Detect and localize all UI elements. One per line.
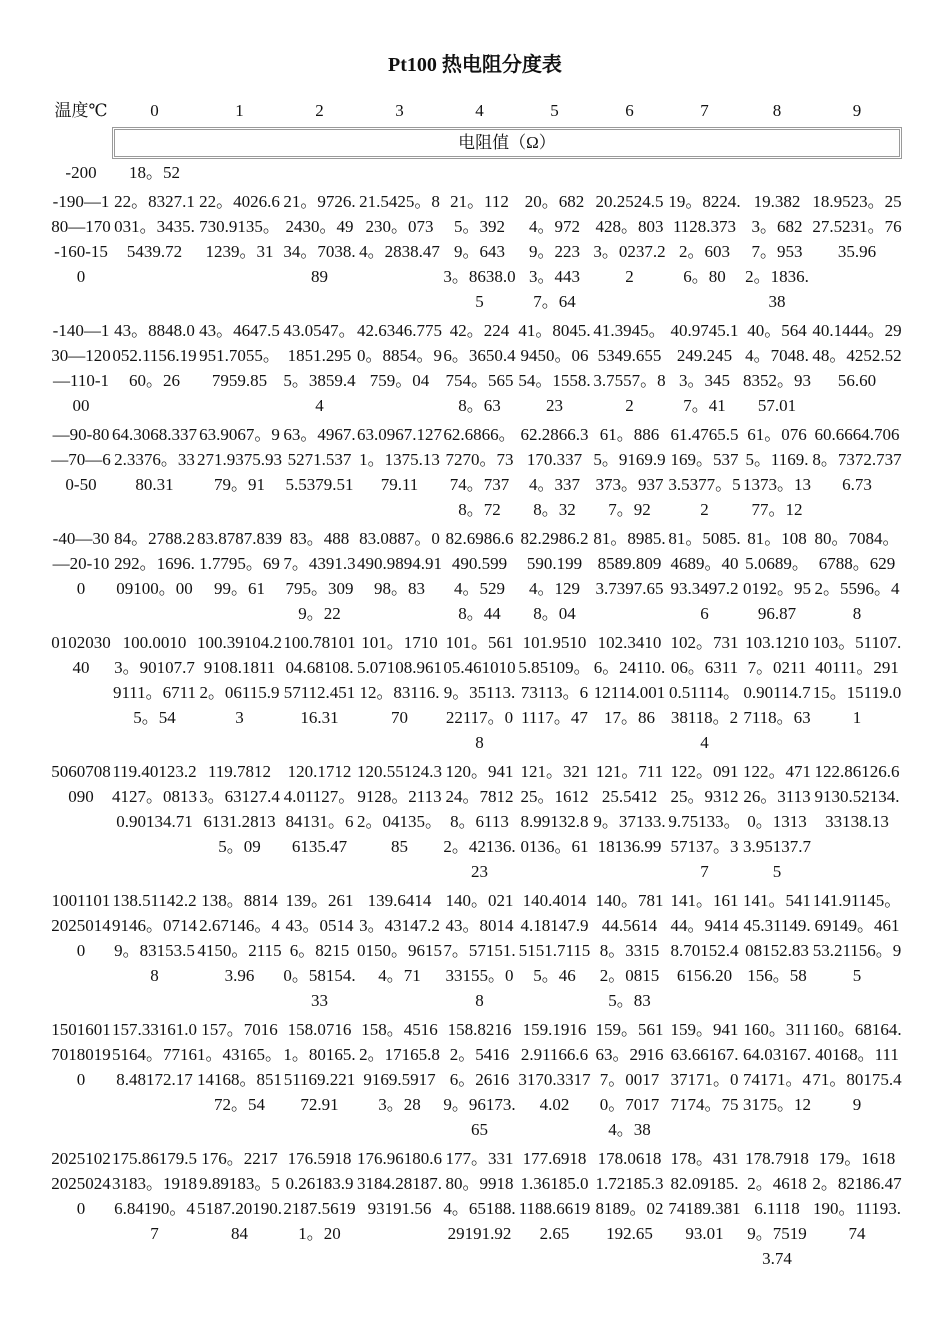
resistance-cell: 61。8865。9169.9373。9377。92 [593,425,666,519]
resistance-cell: 61。0765。1169.1373。1377。12 [743,425,811,519]
resistance-cell: 159。56163。29167。00170。70174。38 [595,1020,664,1139]
resistance-cell [197,160,282,189]
resistance-cell: 103。51107.40111。29115。15119.01 [812,633,902,727]
resistance-cell: 122。47126。31130。13133.95137.75 [743,762,811,881]
resistance-cell: 83.0887。0490.9894.9198。83 [357,529,442,598]
resistance-cell: 100.7810104.68108.57112.45116.31 [283,633,356,727]
temperature-cell: -200 [65,163,97,182]
resistance-cell: 157.33161.05164。77168.48172.17 [112,1020,197,1089]
resistance-cell: 120.17124.01127。84131。66135.47 [283,762,356,856]
resistance-cell: 177.69181.36185.01188.66192.65 [518,1149,591,1243]
column-header: 3 [395,101,404,120]
resistance-cell: 82.2986.2590.1994。1298。04 [520,529,589,623]
resistance-cell: 101。17105.07108.96112。83116.70 [357,633,442,727]
resistance-cell: 42.6346.7750。8854。9759。04 [357,321,442,390]
temperature-cell: 202510220250240 [51,1149,111,1218]
resistance-cell: 40。5644。7048.8352。9357.01 [743,321,811,415]
resistance-cell: 100.00103。90107.79111。67115。54 [112,633,197,727]
resistance-cell: 42。2246。3650.4754。5658。63 [443,321,516,415]
resistance-cell: 141。54145.31149.08152.83156。58 [743,891,811,985]
resistance-cell: 159。94163.66167.37171。07174。75 [670,1020,739,1114]
resistance-cell: 121。71125.54129。37133.18136.99 [593,762,666,856]
resistance-cell [517,160,592,189]
resistance-cell: 40.9745.1249.2453。3457。41 [670,321,739,415]
resistance-cell: 159.19162.91166.63170.33174.02 [518,1020,591,1114]
resistance-cell: 21。9726.2430。4934。7038.89 [283,192,356,286]
resistance-cell: 138.51142.29146。07149。83153.58 [112,891,197,985]
temperature-cell: 100110120250140 [51,891,111,960]
resistance-cell: 120。94124。78128。61132。42136.23 [443,762,516,881]
table-row [50,422,902,526]
resistance-cell: 179。16182。82186.47190。11193.74 [812,1149,902,1243]
resistance-cell: 22。8327.1031。3435.5439.72 [114,192,195,261]
resistance-cell: 100.39104.29108.18112。06115.93 [197,633,282,727]
resistance-cell: 64.3068.3372.3376。3380.31 [112,425,197,494]
resistance-cell: 176。22179.89183。55187.20190.84 [197,1149,282,1243]
resistance-cell: 140.40144.18147.95151.71155。46 [518,891,591,985]
temperature-cell: —90-80—70—60-50 [51,425,111,494]
resistance-cell: 21。1125。3929。6433。8638.05 [443,192,516,311]
resistance-cell: 178.06181.72185.38189。02192.65 [595,1149,664,1243]
resistance-unit-label: 电阻值（Ω） [112,127,902,159]
column-header: 8 [772,101,782,120]
resistance-cell: 141。16144。94148.70152.46156.20 [670,891,739,985]
resistance-cell: 43。4647.5951.7055。7959.85 [199,321,280,390]
resistance-cell: 80。7084。6788。6292。5596。48 [814,529,900,623]
table-row [50,189,902,318]
column-header: 2 [315,101,324,120]
resistance-cell: 18。52 [129,163,180,182]
resistance-cell: 20。6824。9729。2233。4437。64 [524,192,585,311]
resistance-cell: 119.78123。63127.46131.28135。09 [199,762,280,856]
resistance-cell: 101.95105.85109。73113。61117。47 [518,633,591,727]
table-row [50,1017,902,1146]
resistance-cell: 63.9067。9271.9375.9379。91 [197,425,282,494]
resistance-cell: 178.79182。46186.11189。75193.74 [745,1149,809,1268]
temperature-cell: -140—130—120—110-100 [51,321,111,415]
resistance-cell [742,160,812,189]
resistance-cell: 81。1085.0689。0192。9596.87 [743,529,811,623]
table-row [50,160,902,189]
resistance-cell [667,160,742,189]
temperature-cell: 150160170180190 [51,1020,111,1089]
resistance-cell: 102.34106。24110.12114.00117。86 [593,633,666,727]
resistance-cell: 41.3945。5349.6553.7557。82 [593,321,666,415]
unit-row [50,126,902,160]
resistance-cell: 40.1444。2948。4252.5256.60 [812,321,902,390]
table-row [50,318,902,422]
resistance-cell: 120.55124.39128。21132。04135。85 [357,762,442,856]
resistance-cell: 60.6664.7068。7372.7376.73 [812,425,902,494]
temperature-cell: 010203040 [51,633,111,677]
table-row [50,630,902,759]
resistance-cell: 19.3823。6827。9532。1836.38 [745,192,809,311]
resistance-cell: 43.0547。1851.2955。3859.44 [283,321,356,415]
resistance-table [50,98,902,1275]
resistance-cell: 21.5425。8230。0734。2838.47 [359,192,440,261]
resistance-cell: 140。78144.56148。33152。08155。83 [595,891,664,1010]
resistance-cell: 140。02143。80147。57151.33155。08 [443,891,516,1010]
resistance-cell: 175.86179.53183。19186.84190。47 [112,1149,197,1243]
temperature-cell: -40—30—20-100 [52,529,110,598]
resistance-cell: 101。56105.4610109。35113.22117。08 [443,633,516,752]
resistance-cell: 102。73106。63110.51114。38118。24 [669,633,740,752]
resistance-cell: 121。32125。16128.99132.80136。61 [520,762,589,856]
resistance-cell: 122。09125。93129.75133。57137。37 [668,762,741,881]
table-row [50,759,902,888]
resistance-cell: 157。70161。43165。14168。85172。54 [197,1020,282,1114]
resistance-cell: 139.64143。43147.20150。96154。71 [357,891,442,985]
resistance-cell: 119.40123.24127。08130.90134.71 [112,762,197,831]
resistance-cell [282,160,357,189]
resistance-cell: 22。4026.6730.9135。1239。31 [199,192,280,261]
resistance-cell: 81。5085.4689。4093.3497.26 [668,529,741,623]
resistance-cell: 82.6986.6490.5994。5298。44 [445,529,514,623]
resistance-cell: 63.0967.1271。1375.1379.11 [357,425,442,494]
temperature-cell: 5060708090 [51,762,111,806]
resistance-cell: 158。45162。17165.89169.59173。28 [359,1020,440,1114]
resistance-cell: 176.59180.26183.92187.56191。20 [283,1149,356,1243]
temperature-cell: -190—180—170-160-150 [51,192,111,286]
column-header: 5 [550,101,559,120]
resistance-cell: 122.86126.69130.52134.33138.13 [814,762,900,831]
column-header: 7 [700,101,709,120]
column-header: 9 [852,101,862,120]
resistance-cell: 62.6866。7270。7374。7378。72 [443,425,516,519]
column-header: 6 [625,101,634,120]
resistance-cell: 176.96180.63184.28187.93191.56 [357,1149,442,1218]
resistance-cell: 160。31164.03167.74171。43175。12 [743,1020,811,1114]
resistance-cell: 138。88142.67146。44150。21153.96 [197,891,282,985]
resistance-cell: 177。33180。99184。65188.29191.92 [443,1149,516,1243]
column-header: 1 [235,101,244,120]
resistance-cell: 43。8848.0052.1156.1960。26 [112,321,197,390]
resistance-cell: 83.8787.8391.7795。6999。61 [197,529,282,598]
resistance-cell: 84。2788.2292。1696.09100。00 [114,529,195,598]
resistance-cell: 158.07161。80165.51169.22172.91 [283,1020,356,1114]
resistance-cell: 83。4887。4391.3795。3099。22 [283,529,356,623]
resistance-cell [812,160,902,189]
resistance-cell: 178。43182.09185.74189.38193.01 [668,1149,741,1243]
temperature-header: 温度℃ [54,101,108,120]
resistance-cell [357,160,442,189]
resistance-cell: 141.91145。69149。46153.21156。95 [812,891,902,985]
resistance-cell: 81。8985.8589.8093.7397.65 [593,529,666,598]
resistance-cell: 62.2866.3170.3374。3378。32 [520,425,589,519]
resistance-cell: 20.2524.5428。8033。0237.22 [593,192,666,286]
table-row [50,888,902,1017]
table-row [50,526,902,630]
resistance-cell: 160。68164.40168。11171。80175.49 [812,1020,902,1114]
header-row [50,98,902,126]
resistance-cell: 61.4765.5169。5373.5377。52 [668,425,741,519]
resistance-cell: 18.9523。2527.5231。7635.96 [812,192,902,261]
resistance-cell: 103.12107。02110.90114.77118。63 [743,633,811,727]
resistance-cell: 63。4967.5271.5375.5379.51 [283,425,356,494]
resistance-cell [442,160,517,189]
document-title: Pt100 热电阻分度表 [388,54,562,76]
column-header: 4 [475,101,484,120]
column-header: 0 [150,101,159,120]
resistance-cell: 158.82162。54166。26169。96173.65 [443,1020,516,1139]
table-row [50,1146,902,1275]
resistance-cell: 19。8224.1128.3732。6036。80 [668,192,741,286]
resistance-cell: 41。8045.9450。0654。1558.23 [518,321,591,415]
resistance-cell: 139。26143。05146。82150。58154.33 [283,891,356,1010]
resistance-cell [592,160,667,189]
